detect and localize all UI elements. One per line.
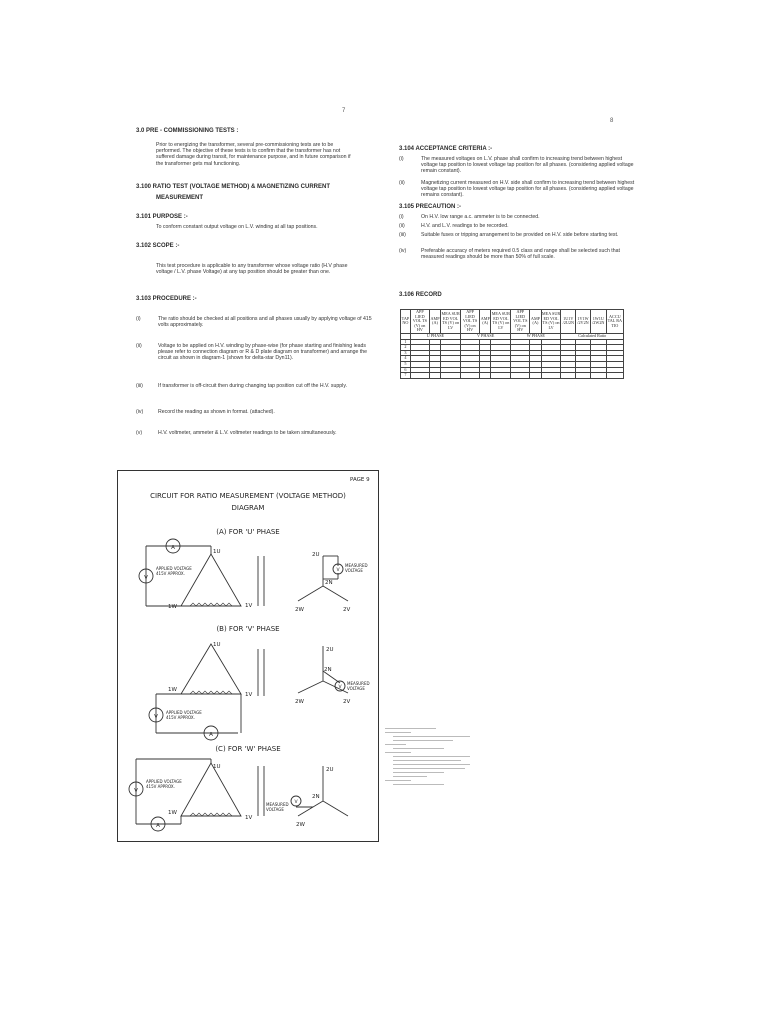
item-number: (ii): [399, 180, 405, 186]
col-header: APP LIED VOL TS (V) on HV: [410, 310, 429, 334]
voltmeter-label: V: [338, 685, 342, 690]
list-item: [136, 343, 378, 362]
measured-voltage-label: MEASURED: [345, 563, 368, 568]
col-header: MEA SUR ED VOL TS (V) on LV: [541, 310, 561, 334]
item-text: Record the reading as shown in format. (attached).: [158, 409, 275, 415]
diagram-subtitle: DIAGRAM: [231, 504, 265, 512]
applied-voltage-value: 415V APPROX.: [166, 715, 195, 720]
measured-voltage-label: MEASURED: [266, 802, 289, 807]
list-item: [136, 430, 378, 436]
group-header: Calculated Ratio: [561, 333, 624, 339]
section-title: 3.101 PURPOSE :-: [136, 214, 188, 220]
section-title: 3.0 PRE - COMMISSIONING TESTS :: [136, 128, 239, 134]
applied-voltage-value: 415V APPROX.: [156, 571, 185, 576]
circuit-diagram: [118, 471, 378, 841]
col-header: AMP (A): [480, 310, 491, 334]
section-title: 3.100 RATIO TEST (VOLTAGE METHOD) & MAGNETIZING CURRENT: [136, 184, 331, 190]
terminal-1w: 1W: [168, 810, 177, 816]
row-number: 7: [401, 373, 411, 379]
section-heading: (A) FOR 'U' PHASE: [216, 528, 280, 536]
section-text: Prior to energizing the transformer, several pre-commissioning tests are to be performed. The objective of these tests is to confirm that the transformer has not suffered damage during transit, for maintenance purpose, and in future comparison if the transformer gets mal functioning.: [156, 142, 351, 167]
terminal-2w: 2W: [296, 822, 305, 828]
delta-winding-u: [181, 554, 241, 606]
list-item: [399, 156, 639, 175]
item-text: H.V. and L.V. readings to be recorded.: [421, 223, 509, 229]
col-header: ACCU TAL RA TIO: [606, 310, 623, 334]
voltmeter-label: V: [336, 568, 340, 573]
header-row: [401, 310, 624, 334]
col-header: 1W1U /2W2N: [590, 310, 606, 334]
section-heading: (C) FOR 'W' PHASE: [215, 745, 281, 753]
terminal-1u: 1U: [213, 642, 221, 648]
terminal-1w: 1W: [168, 604, 177, 610]
page-7: [120, 100, 372, 460]
table-row: [401, 373, 624, 379]
terminal-2n: 2N: [312, 794, 320, 800]
item-number: (i): [136, 316, 141, 322]
voltmeter-label: V: [134, 788, 138, 794]
section-title: 3.106 RECORD: [399, 292, 442, 298]
applied-voltage-label: APPLIED VOLTAGE: [166, 710, 202, 715]
voltmeter-label: V: [294, 800, 298, 805]
item-text: Preferable accuracy of meters required 0.5 class and range shall be selected such that measured readings should be more than 50% of full scale.: [421, 248, 620, 261]
list-item: [136, 409, 378, 415]
col-header: 1V1W /2V2N: [576, 310, 591, 334]
row-number: 6: [401, 367, 411, 373]
section-title: 3.105 PRECAUTION :-: [399, 204, 462, 210]
section-title: 3.102 SCOPE :-: [136, 243, 180, 249]
group-header: U PHASE: [410, 333, 460, 339]
item-number: (iii): [136, 383, 143, 389]
list-item: [399, 223, 639, 229]
row-number: 5: [401, 361, 411, 367]
col-header: MEA SUR ED VOL TS (V) on LV: [491, 310, 511, 334]
item-text: The measured voltages on L.V. phase shall confirm to increasing trend between highest voltage tap position to lowest voltage tap position for all phases. (considering applied voltage remain constant).: [421, 156, 634, 175]
terminal-2n: 2N: [324, 667, 332, 673]
item-text: If transformer is off-circuit then during changing tap position cut off the H.V. supply.: [158, 383, 347, 389]
section-title: 3.104 ACCEPTANCE CRITERIA :-: [399, 146, 493, 152]
item-number: (v): [136, 430, 143, 436]
item-number: (i): [399, 214, 404, 220]
item-number: (iv): [136, 409, 144, 415]
page-8: [395, 112, 635, 432]
item-number: (iv): [399, 248, 407, 254]
voltmeter-label: V: [154, 714, 158, 720]
row-number: 2: [401, 345, 411, 351]
list-item: [399, 180, 639, 199]
circuit-diagram-page: [117, 470, 379, 842]
col-header: MEA SUR ED VOL TS (V) on LV: [441, 310, 461, 334]
ammeter-label: A: [209, 732, 213, 738]
thumbnail-page: [385, 728, 470, 828]
item-text: Suitable fuses or tripping arrangement to be provided on H.V. side before starting test.: [421, 232, 619, 238]
item-number: (i): [399, 156, 404, 162]
terminal-2u: 2U: [312, 552, 320, 558]
ammeter-label: A: [156, 823, 160, 829]
list-item: [399, 214, 639, 220]
ammeter-label: A: [171, 545, 175, 551]
terminal-2u: 2U: [326, 647, 334, 653]
item-text: Voltage to be applied on H.V. winding by phase-wise (for phase starting and finishing leads please refer to connection diagram or R & D plate diagram on transformer) and arrange the circuit as shown in diagram-1 (shown for delta-star Dyn11).: [158, 343, 368, 362]
terminal-2w: 2W: [295, 699, 304, 705]
terminal-2w: 2W: [295, 607, 304, 613]
terminal-2n: 2N: [325, 580, 333, 586]
section-title: 3.103 PROCEDURE :-: [136, 296, 197, 302]
terminal-1w: 1W: [168, 687, 177, 693]
delta-winding-w: [181, 763, 241, 816]
terminal-2u: 2U: [326, 767, 334, 773]
col-header: TAP NO: [401, 310, 411, 334]
terminal-1v: 1V: [245, 815, 253, 821]
measured-voltage-label: MEASURED: [347, 681, 370, 686]
page-number: 7: [342, 108, 346, 114]
measured-voltage-label: VOLTAGE: [345, 568, 363, 573]
group-header: V PHASE: [461, 333, 511, 339]
terminal-1v: 1V: [245, 692, 253, 698]
section-heading: (B) FOR 'V' PHASE: [216, 625, 280, 633]
record-table: [400, 309, 624, 379]
col-header: AMP (A): [429, 310, 440, 334]
terminal-1u: 1U: [213, 764, 221, 770]
list-item: [399, 248, 639, 260]
item-text: On H.V. low range a.c. ammeter is to be connected.: [421, 214, 540, 220]
terminal-1v: 1V: [245, 603, 253, 609]
terminal-2v: 2V: [343, 607, 351, 613]
section-text: This test procedure is applicable to any transformer whose voltage ratio (H.V phase voltage / L.V. phase Voltage) at any tap position should be greater than one.: [156, 263, 348, 276]
section-text: To conform constant output voltage on L.V. winding at all tap positions.: [156, 224, 318, 230]
col-header: APP LIED VOL TS (V) on HV: [511, 310, 530, 334]
measured-voltage-label: VOLTAGE: [347, 686, 365, 691]
list-item: [399, 232, 639, 238]
item-number: (iii): [399, 232, 406, 238]
item-text: Magnetizing current measured on H.V. side shall confirm to increasing trend between highest voltage tap position to lowest voltage tap position for all phases. (considering applied voltage remains constant).: [421, 180, 635, 199]
page-number: 8: [610, 118, 614, 124]
applied-voltage-value: 415V APPROX.: [146, 784, 175, 789]
list-item: [136, 316, 378, 328]
item-text: The ratio should be checked at all positions and all phases usually by applying voltage of 415 volts approximately.: [158, 316, 372, 329]
terminal-1u: 1U: [213, 549, 221, 555]
row-number: 1: [401, 339, 411, 345]
col-header: 1U1V /2U2N: [561, 310, 576, 334]
applied-voltage-label: APPLIED VOLTAGE: [156, 566, 192, 571]
item-text: H.V. voltmeter, ammeter & L.V. voltmeter readings to be taken simultaneously.: [158, 430, 337, 436]
page-label: PAGE 9: [350, 477, 370, 483]
group-header: W PHASE: [511, 333, 561, 339]
item-number: (ii): [399, 223, 405, 229]
applied-voltage-label: APPLIED VOLTAGE: [146, 779, 182, 784]
section-title-cont: MEASUREMENT: [156, 195, 204, 201]
terminal-2v: 2V: [343, 699, 351, 705]
item-number: (ii): [136, 343, 142, 349]
measured-voltage-label: VOLTAGE: [266, 807, 284, 812]
voltmeter-label: V: [144, 575, 148, 581]
row-number: 3: [401, 350, 411, 356]
list-item: [136, 383, 378, 389]
diagram-title: CIRCUIT FOR RATIO MEASUREMENT (VOLTAGE METHOD): [150, 492, 346, 500]
col-header: APP LIED VOL TS (V) on HV: [461, 310, 480, 334]
col-header: AMP (A): [530, 310, 541, 334]
delta-winding-v: [181, 644, 241, 694]
row-number: 4: [401, 356, 411, 362]
